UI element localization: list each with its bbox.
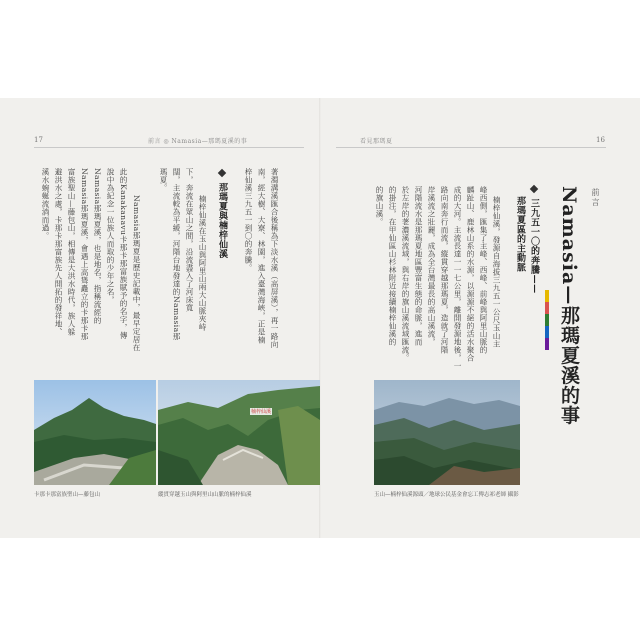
left-para-c-col4: Namasia那瑪夏溪，也是地名，指稱流經的 bbox=[93, 168, 102, 325]
right-body-col6: 岸溪流之壯麗，成為全台灣最長的高山溪流， bbox=[427, 186, 436, 346]
accent-bar-purple bbox=[545, 338, 549, 350]
left-subheading-text: 那瑪夏與楠梓仙溪 bbox=[217, 182, 227, 259]
right-body-col3: 麟趾山、鹿林山系的水源，以源源不絕的活水聚合 bbox=[466, 186, 475, 362]
right-header-rule bbox=[336, 147, 606, 148]
right-body-col1: 楠梓仙溪，發源自海拔三九五一公尺玉山主 bbox=[492, 196, 501, 348]
left-para-a-col3: 梓仙溪三九五一到〇的奔騰。 bbox=[244, 168, 253, 272]
chapter-label: 前言 bbox=[591, 188, 600, 208]
left-para-c-col5: Namasia那瑪夏溪，會遇上高聳矗立的卡那卡那 bbox=[80, 168, 89, 341]
diamond-bullet-icon bbox=[530, 185, 538, 193]
right-body-col8: 於左岸的荖濃溪流域，與右岸的旗山溪流域匯流。 bbox=[401, 186, 410, 362]
photo-yushan-source-image bbox=[374, 380, 520, 485]
photo-yushan-source bbox=[374, 380, 520, 485]
left-page-number: 17 bbox=[34, 136, 43, 144]
river-sign-label: 楠梓仙溪 bbox=[251, 409, 272, 415]
diamond-bullet-icon bbox=[218, 169, 226, 177]
accent-bar-green bbox=[545, 314, 549, 326]
chapter-title: Namasia—那瑪夏溪的事 bbox=[558, 186, 580, 426]
left-para-c-col8: 溪水蜿蜒流淌而過。 bbox=[41, 168, 50, 240]
left-para-a-col2: 南，經大樹、大寮、林園，進入臺灣海峽，正是楠 bbox=[257, 168, 266, 344]
left-para-b-col3: 闊，主流較為平緩，河階台地發達的Namasia那 bbox=[172, 168, 181, 341]
photo1-caption: 卡那卡那富族聖山—藤包山 bbox=[34, 492, 101, 498]
right-body-col4: 成的大河。主流長達一一七公里，離開發源地後，一 bbox=[453, 186, 462, 370]
accent-bar-red bbox=[545, 302, 549, 314]
left-para-c-col2: 此的Kanakanavu卡那卡那富族賦予的名字，傳 bbox=[119, 168, 128, 340]
photo-nanzixian-river bbox=[158, 380, 320, 485]
left-para-c-col6: 富族聖山—藤包山，相傳是大洪水時代，族人躲 bbox=[67, 168, 76, 336]
left-para-c-col7: 避洪水之處，卡那卡那富族先人開拓的發祥地、 bbox=[54, 168, 63, 336]
left-running-header: 前言 ◎ Namasia—那瑪夏溪的事 bbox=[148, 138, 248, 145]
left-para-c-col1: Namasia那瑪夏是歷史記載中，最早定居在 bbox=[132, 195, 141, 352]
left-para-c-col3: 說中為紀念一位族人而取的少年之名， bbox=[106, 168, 115, 304]
left-para-b-col1: 楠梓仙溪在玉山與阿里山兩大山脈夾峙 bbox=[198, 195, 207, 331]
right-running-header: 看見那瑪夏 bbox=[360, 138, 393, 145]
right-body-col2: 峰西側，匯集了主峰、西峰、前峰與阿里山脈的 bbox=[479, 186, 488, 354]
right-subheading-1 bbox=[528, 186, 541, 371]
photo-tengbao-mountain-image bbox=[34, 380, 156, 485]
photo2-caption: 縱貫穿越玉山與阿里山山脈的楠梓仙溪 bbox=[158, 492, 252, 498]
photo-nanzixian-river-image bbox=[158, 380, 320, 485]
photo-tengbao-mountain bbox=[34, 380, 156, 485]
left-para-b-col4: 瑪夏。 bbox=[159, 168, 168, 192]
right-body-col9: 的掛注，在甲仙區山杉林附近接續楠梓仙溪的 bbox=[388, 186, 397, 346]
accent-bar-blue bbox=[545, 326, 549, 338]
right-body-col5: 路向南奔行而流，縱貫穿越那瑪夏，造就了河階 bbox=[440, 186, 449, 354]
left-para-a-col1: 著濁溝溪匯合後稱為下淡水溪（高屏溪），再一路向 bbox=[270, 168, 279, 349]
right-subheading-1-text: 三九五一〇的奔騰—— bbox=[529, 198, 539, 294]
right-page-number: 16 bbox=[596, 136, 605, 144]
right-body-col10: 的旗山溪。 bbox=[375, 186, 384, 226]
left-subheading bbox=[216, 170, 229, 365]
left-header-rule bbox=[34, 147, 304, 148]
photo3-caption: 玉山—楠梓仙溪源頭／地球公民基金會忘工傳志祁老師 攝影 bbox=[374, 492, 519, 498]
left-para-b-col2: 下，奔流在眾山之間，沿流盡入了河床寬 bbox=[185, 168, 194, 312]
right-body-col7: 河階流水是那瑪夏地區豐富生態的命脈，進而 bbox=[414, 186, 423, 346]
right-subheading-2: 那瑪夏區的主動脈 bbox=[515, 196, 525, 272]
accent-bar-yellow bbox=[545, 290, 549, 302]
